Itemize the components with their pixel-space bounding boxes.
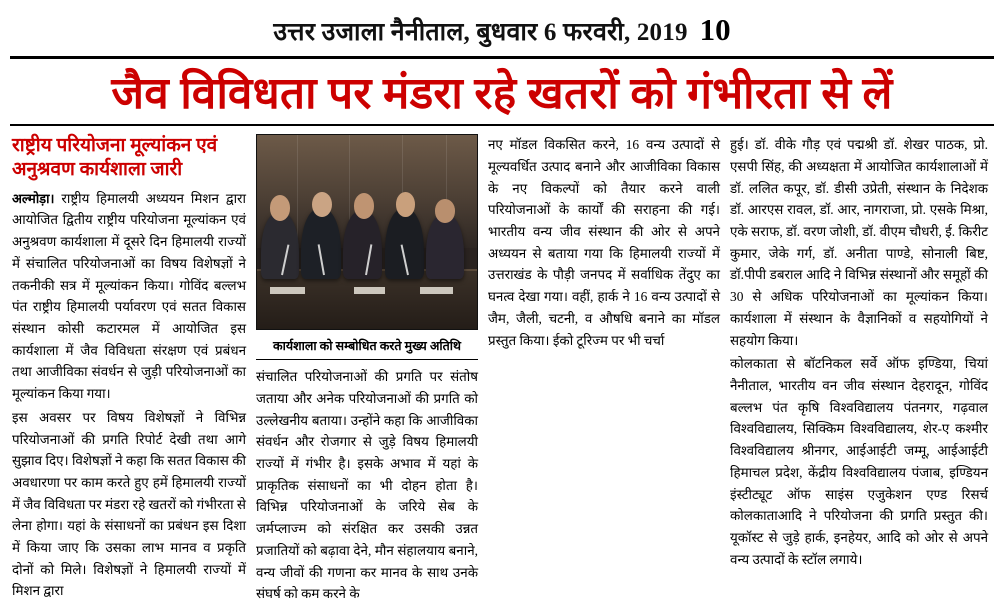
conference-photo xyxy=(256,134,478,330)
photo-person xyxy=(385,209,425,279)
photo-person xyxy=(261,213,298,279)
paragraph: हुई। डॉ. वीके गौड़ एवं पद्मश्री डॉ. शेखर पाठक, प्रो. एसपी सिंह, की अध्यक्षता में आयोजित कार्यशालाओं में डॉ. ललित कपूर, डॉ. डीसी उप्रेती, संस्थान के निदेशक डॉ. आरएस रावल, डॉ. आर, नागराजा, प्रो. एसके मिश्रा, एके सराफ, डॉ. वरण जोशी, डॉ. वीएम चौधरी, ई. किरीट कुमार, जेके गर्ग, डॉ. अनीता पाण्डे, सोनाली बिष्ट, डॉ.पीपी डबराल आदि ने विभिन्न संस्थानों और समूहों की 30 से अधिक परियोजनाओं का मूल्यांकन किया। कार्यशाला में संस्थान के वैज्ञानिकों व सहयोगियों ने सहयोग किया। xyxy=(730,137,988,348)
paragraph: संचालित परियोजनाओं की प्रगति पर संतोष जताया और अनेक परियोजनाओं की प्रगति को उल्लेखनीय बताया। उन्होंने कहा कि आजीविका संवर्धन और रोजगार से जुड़े विषय हिमालयी राज्यों में गंभीर है। इसके अभाव में यहां के प्राकृतिक संसाधनों का भी दोहन होता है। विभिन्न परियोजनाओं के जरिये सेब के जर्मप्लाज्म को संरक्षित कर उसकी उन्नत प्रजातियों को बढ़ावा देने, मौन संहालयाय बनाने, वन्य जीवों की गणना कर मानव के साथ उनके संघर्ष को कम करने के xyxy=(256,369,478,602)
photo-person-head xyxy=(270,195,290,220)
paragraph-text: राष्ट्रीय हिमालयी अध्ययन मिशन द्वारा आयोजित द्वितीय राष्ट्रीय परियोजना मूल्यांकन एवं अनुश्रवण कार्यशाला में दूसरे दिन हिमालयी राज्यों में संचालित परियोजनाओं का विषय विशेषज्ञों ने तकनीकी सत्र में मूल्यांकन किया। गोविंद बल्लभ पंत राष्ट्रीय हिमालयी पर्यावरण एवं सतत विकास संस्थान कोसी कटारमल में आयोजित इस कार्यशाला में जैव विविधता संरक्षण एवं प्रबंधन तथा आजीविका संवर्धन से जुड़ी परियोजनाओं का मूल्यांकन किया गया। xyxy=(12,190,246,402)
paragraph: कोलकाता से बॉटनिकल सर्वे ऑफ इण्डिया, चियां नैनीताल, भारतीय वन जीव संस्थान देहरादून, गोविंद बल्लभ पंत कृषि विश्वविद्यालय पंतनगर, गढ़वाल विश्वविद्यालय, सिक्किम विश्वविद्यालय, शेर-ए कश्मीर विश्वविद्यालय श्रीनगर, आईआईटी जम्मू, आईआईटी हिमाचल प्रदेश, केंद्रीय विश्वविद्यालय पंजाब, इण्डियन इंस्टीट्यूट ऑफ साइंस एजुकेशन एण्ड रिसर्च कोलकाताआदि ने परियोजना की प्रगति प्रस्तुत की। यूकॉस्ट से जुड़े हार्क, इनहेयर, आदि को ओर से अपने वन्य उत्पादों के स्टॉल लगाये। xyxy=(730,356,988,567)
article-columns xyxy=(0,134,1004,605)
photo-person-head xyxy=(435,199,455,222)
dateline: अल्मोड़ा। xyxy=(12,190,55,206)
column-3 xyxy=(488,134,720,605)
masthead-divider xyxy=(10,56,994,59)
column-2 xyxy=(256,134,478,605)
page-title: जैव विविधता पर मंडरा रहे खतरों को गंभीरता से लें xyxy=(111,69,893,118)
masthead-title: उत्तर उजाला नैनीताल, बुधवार 6 फरवरी, 2019 xyxy=(273,19,688,46)
photo-papers xyxy=(354,287,385,294)
paragraph: इस अवसर पर विषय विशेषज्ञों ने विभिन्न परियोजनाओं की प्रगति रिपोर्ट देखी तथा आगे सुझाव दिए। विशेषज्ञों ने कहा कि सतत विकास की अवधारणा पर काम करते हुए हमें हिमालयी राज्यों में जैव विविधता पर मंडरा रहे खतरों को गंभीरता से लेना होगा। यहां के संसाधनों का प्रबंधन इस दिशा में किया जाए कि उसका लाभ मानव व प्रकृति दोनों को मिले। विशेषज्ञों ने हिमालयी राज्यों में मिशन द्वारा xyxy=(12,409,246,599)
photo-person xyxy=(426,215,463,279)
column-4 xyxy=(730,134,988,605)
photo-person-head xyxy=(354,193,374,218)
column-1 xyxy=(12,134,246,605)
photo-papers xyxy=(420,287,453,294)
article-subheading: राष्ट्रीय परियोजना मूल्यांकन एवं अनुश्रवण कार्यशाला जारी xyxy=(12,135,218,181)
paragraph xyxy=(12,188,246,405)
headline-divider xyxy=(10,124,994,126)
photo-person-head xyxy=(396,192,416,217)
photo-person-head xyxy=(312,192,332,217)
page-number: 10 xyxy=(699,12,731,47)
photo-person xyxy=(343,211,383,279)
photo-block xyxy=(256,134,478,330)
paragraph: नए मॉडल विकसित करने, 16 वन्य उत्पादों से मूल्यवर्धित उत्पाद बनाने और आजीविका विकास के नए विकल्पों को तैयार करने वाली परियोजनाओं के कार्यों की सराहना की गई। भारतीय वन्य जीव संस्थान की ओर से अपने अध्ययन से बताया गया कि हिमालयी राज्यों में उत्तराखंड के पौड़ी जनपद में सर्वाधिक तेंदुए का घनत्व देखा गया। वहीं, हार्क ने 16 वन्य उत्पादों से जैम, जैली, चटनी, व औषधि बनाने का मॉडल प्रस्तुत किया। ईको टूरिज्म पर भी चर्चा xyxy=(488,137,720,348)
photo-papers xyxy=(270,287,305,294)
masthead xyxy=(0,0,1004,50)
photo-caption: कार्यशाला को सम्बोधित करते मुख्य अतिथि xyxy=(256,334,478,360)
photo-person xyxy=(301,209,341,279)
